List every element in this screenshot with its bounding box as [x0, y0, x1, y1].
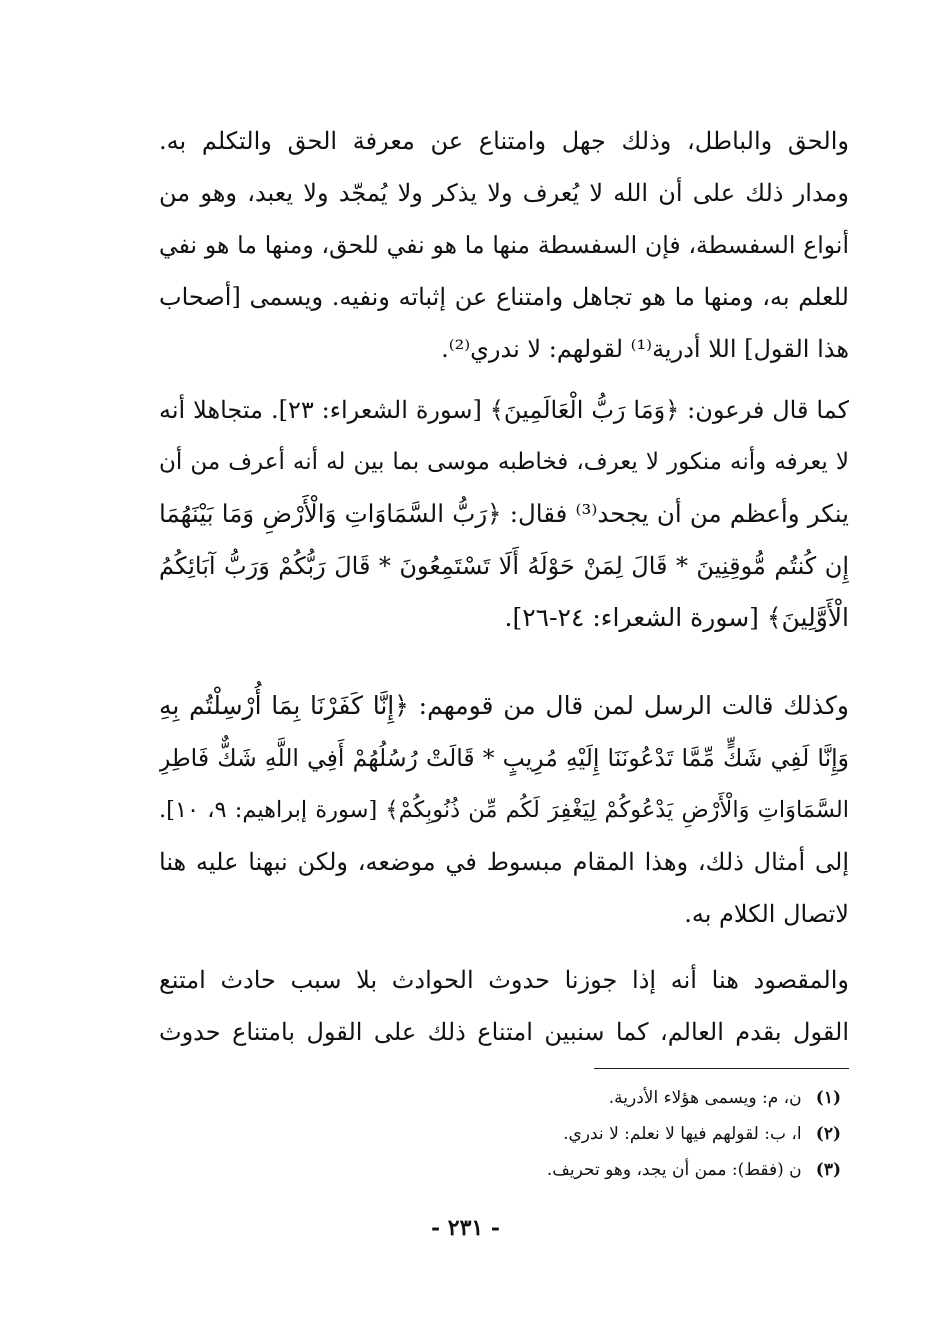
text-line: هذا القول] اللا أدرية⁽¹⁾ لقولهم: لا ندري⁽²⁾.	[441, 335, 849, 363]
text-line: أنواع السفسطة، فإن السفسطة منها ما هو نفي للحق، ومنها ما هو نفي	[159, 231, 849, 259]
paragraph-1	[159, 115, 849, 375]
text-line: ومدار ذلك على أن الله لا يُعرف ولا يذكر ولا يُمجّد ولا يعبد، وهو من	[159, 179, 849, 207]
text-line: لا يعرفه وأنه منكور لا يعرف، فخاطبه موسى بما بين له أنه أعرف من أن	[159, 449, 849, 475]
footnote-text: ن (فقط): ممن أن يجد، وهو تحريف.	[546, 1160, 802, 1180]
text-line: للعلم به، ومنها ما هو تجاهل وامتناع عن إثباته ونفيه. ويسمى [أصحاب	[159, 283, 849, 311]
paragraph-4	[159, 954, 849, 1058]
footnote-text: ا، ب: لقولهم فيها لا نعلم: لا ندري.	[563, 1124, 802, 1144]
footnote-number: (٣)	[815, 1160, 841, 1180]
text-line: الْأَوَّلِينَ﴾ [سورة الشعراء: ٢٤-٢٦].	[504, 603, 849, 632]
paragraph-2	[159, 384, 849, 644]
text-line: لاتصال الكلام به.	[684, 900, 849, 928]
footnote-2	[341, 1116, 841, 1152]
footnotes	[341, 1080, 841, 1188]
text-line: والمقصود هنا أنه إذا جوزنا حدوث الحوادث بلا سبب حادث امتنع	[159, 966, 849, 994]
text-line: السَّمَاوَاتِ وَالْأَرْضِ يَدْعُوكُمْ لِيَغْفِرَ لَكُم مِّن ذُنُوبِكُمْ﴾ [سورة إبراهيم: ٩، ١٠].	[159, 797, 849, 823]
text-line: القول بقدم العالم، كما سنبين امتناع ذلك على القول بامتناع حدوث	[159, 1018, 849, 1046]
page-number: - ٢٣١ -	[430, 1215, 501, 1241]
text-line: إلى أمثال ذلك، وهذا المقام مبسوط في موضعه، ولكن نبهنا عليه هنا	[159, 848, 849, 876]
footnote-3	[341, 1152, 841, 1188]
text-line: كما قال فرعون: ﴿وَمَا رَبُّ الْعَالَمِينَ﴾ [سورة الشعراء: ٢٣]. متجاهلا أنه	[159, 396, 849, 424]
text-line: ينكر وأعظم من أن يجحد⁽³⁾ فقال: ﴿رَبُّ السَّمَاوَاتِ وَالْأَرْضِ وَمَا بَيْنَهُمَا	[159, 499, 849, 528]
footnote-number: (٢)	[815, 1124, 841, 1144]
footnote-text: ن، م: ويسمى هؤلاء الأدرية.	[608, 1088, 802, 1108]
text-line: والحق والباطل، وذلك جهل وامتناع عن معرفة الحق والتكلم به.	[159, 127, 849, 155]
paragraph-3	[159, 680, 849, 940]
text-line: إِن كُنتُم مُّوقِنِينَ * قَالَ لِمَنْ حَوْلَهُ أَلَا تَسْتَمِعُونَ * قَالَ رَبُّكُمْ وَرَبُّ آبَائِكُمُ	[159, 552, 849, 580]
footnote-divider	[594, 1068, 849, 1069]
text-line: وكذلك قالت الرسل لمن قال من قومهم: ﴿إِنَّا كَفَرْنَا بِمَا أُرْسِلْتُم بِهِ	[159, 691, 849, 720]
text-line: وَإِنَّا لَفِي شَكٍّ مِّمَّا تَدْعُونَنَا إِلَيْهِ مُرِيبٍ * قَالَتْ رُسُلُهُمْ أَفِي اللَّهِ شَكٌّ فَاطِرِ	[159, 744, 849, 772]
footnote-number: (١)	[815, 1088, 841, 1108]
footnote-1	[341, 1080, 841, 1116]
